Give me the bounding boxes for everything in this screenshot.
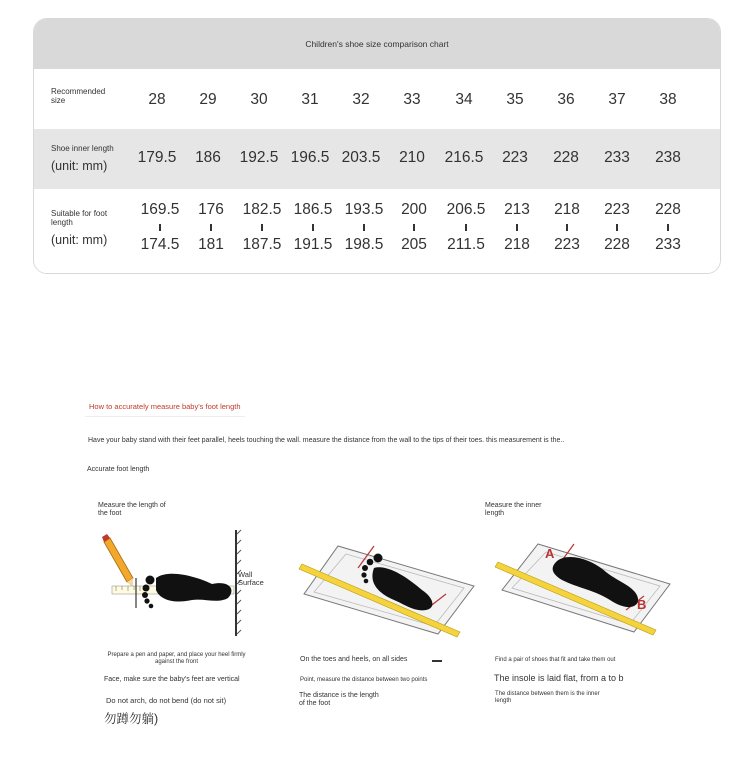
foot-range-cell [135, 201, 185, 254]
row-label-inner-length [51, 144, 141, 173]
foot-range-cell [186, 201, 236, 254]
inner-length-cell: 238 [655, 149, 681, 166]
range-min: 186.5 [293, 201, 333, 218]
fig3-caption-2: The insole is laid flat, from a to b [494, 673, 624, 683]
foot-on-paper-illustration [298, 538, 478, 638]
range-max: 211.5 [447, 236, 485, 253]
size-cell: 30 [250, 91, 268, 108]
insole-illustration [494, 538, 674, 638]
range-min: 176 [198, 201, 224, 218]
foot-range-cell [592, 201, 642, 254]
fig2-caption-3: The distance is the length of the foot [299, 692, 379, 707]
range-min: 228 [655, 201, 681, 218]
suitable-unit: (unit: mm) [51, 233, 108, 247]
size-cell: 29 [199, 91, 217, 108]
inner-length-cell: 216.5 [444, 149, 484, 166]
foot-range-cell [237, 201, 287, 254]
inner-length-label: Shoe inner length [51, 144, 114, 153]
size-cell: 33 [403, 91, 421, 108]
mark-b: B [637, 597, 647, 612]
range-max: 228 [604, 236, 630, 253]
size-cell: 35 [506, 91, 524, 108]
fig3-caption-3: The distance between them is the inner length [495, 691, 600, 704]
inner-length-cell: 228 [553, 149, 579, 166]
range-min: 182.5 [242, 201, 282, 218]
range-min: 169.5 [140, 201, 180, 218]
row-shoe-inner-length [34, 129, 720, 189]
fig1-label: Measure the length of the foot [98, 502, 166, 517]
chart-title: Children's shoe size comparison chart [34, 19, 720, 69]
range-max: 198.5 [344, 236, 384, 253]
fig3-caption-1: Find a pair of shoes that fit and take them out [495, 657, 616, 663]
wall-surface-label: Wall Surface [238, 570, 264, 587]
fig1-caption-1: Prepare a pen and paper, and place your heel firmly against the front [107, 652, 246, 665]
inner-length-cell: 203.5 [341, 149, 381, 166]
mark-a: A [545, 546, 555, 561]
range-min: 206.5 [446, 201, 486, 218]
fig2-caption-2: Point, measure the distance between two points [300, 677, 428, 683]
dash-mark [432, 660, 442, 662]
inner-length-cell: 223 [502, 149, 528, 166]
row-label-recommended: Recommended size [51, 87, 106, 105]
range-max: 233 [655, 236, 681, 253]
range-max: 187.5 [242, 236, 282, 253]
inner-length-cell: 233 [604, 149, 630, 166]
inner-length-cell: 192.5 [239, 149, 279, 166]
foot-range-cell [643, 201, 693, 254]
inner-length-cell: 179.5 [137, 149, 177, 166]
size-cell: 28 [148, 91, 166, 108]
foot-wall-illustration [100, 528, 260, 640]
fig1-caption-2: Face, make sure the baby's feet are vertical [104, 676, 240, 683]
suitable-label: Suitable for foot length [51, 209, 108, 227]
fig3-label: Measure the inner length [485, 502, 542, 517]
range-max: 191.5 [293, 236, 333, 253]
inner-length-cell: 186 [195, 149, 221, 166]
range-max: 205 [401, 236, 427, 253]
range-min: 193.5 [344, 201, 384, 218]
fig1-caption-4: 勿蹲勿躺) [104, 712, 159, 726]
inner-length-cell: 210 [399, 149, 425, 166]
size-cell: 37 [608, 91, 626, 108]
size-cell: 34 [455, 91, 473, 108]
foot-range-cell [288, 201, 338, 254]
foot-range-cell [339, 201, 389, 254]
row-label-suitable [51, 209, 121, 247]
foot-range-cell [492, 201, 542, 254]
guide-intro: Have your baby stand with their feet parallel, heels touching the wall. measure the distance from the wall to the tips of their toes. this measurement is the.. [88, 437, 565, 444]
size-cell: 31 [301, 91, 319, 108]
guide-title: How to accurately measure baby's foot length [85, 400, 245, 417]
range-max: 223 [554, 236, 580, 253]
foot-range-cell [441, 201, 491, 254]
row-suitable-foot-length [34, 189, 720, 273]
pencil-icon [102, 534, 133, 588]
accurate-foot-length-label: Accurate foot length [87, 466, 150, 473]
size-chart-card [33, 18, 721, 274]
row-recommended-size [34, 69, 720, 129]
fig1-caption-3: Do not arch, do not bend (do not sit) [106, 696, 227, 705]
range-min: 200 [401, 201, 427, 218]
range-max: 181 [198, 236, 224, 253]
inner-length-cell: 196.5 [290, 149, 330, 166]
size-cell: 36 [557, 91, 575, 108]
range-min: 218 [554, 201, 580, 218]
range-min: 223 [604, 201, 630, 218]
foot-range-cell [542, 201, 592, 254]
size-cell: 32 [352, 91, 370, 108]
range-max: 218 [504, 236, 530, 253]
range-min: 213 [504, 201, 530, 218]
size-cell: 38 [659, 91, 677, 108]
fig2-caption-1: On the toes and heels, on all sides [300, 656, 408, 663]
foot-range-cell [389, 201, 439, 254]
inner-length-unit: (unit: mm) [51, 159, 108, 173]
range-max: 174.5 [140, 236, 180, 253]
